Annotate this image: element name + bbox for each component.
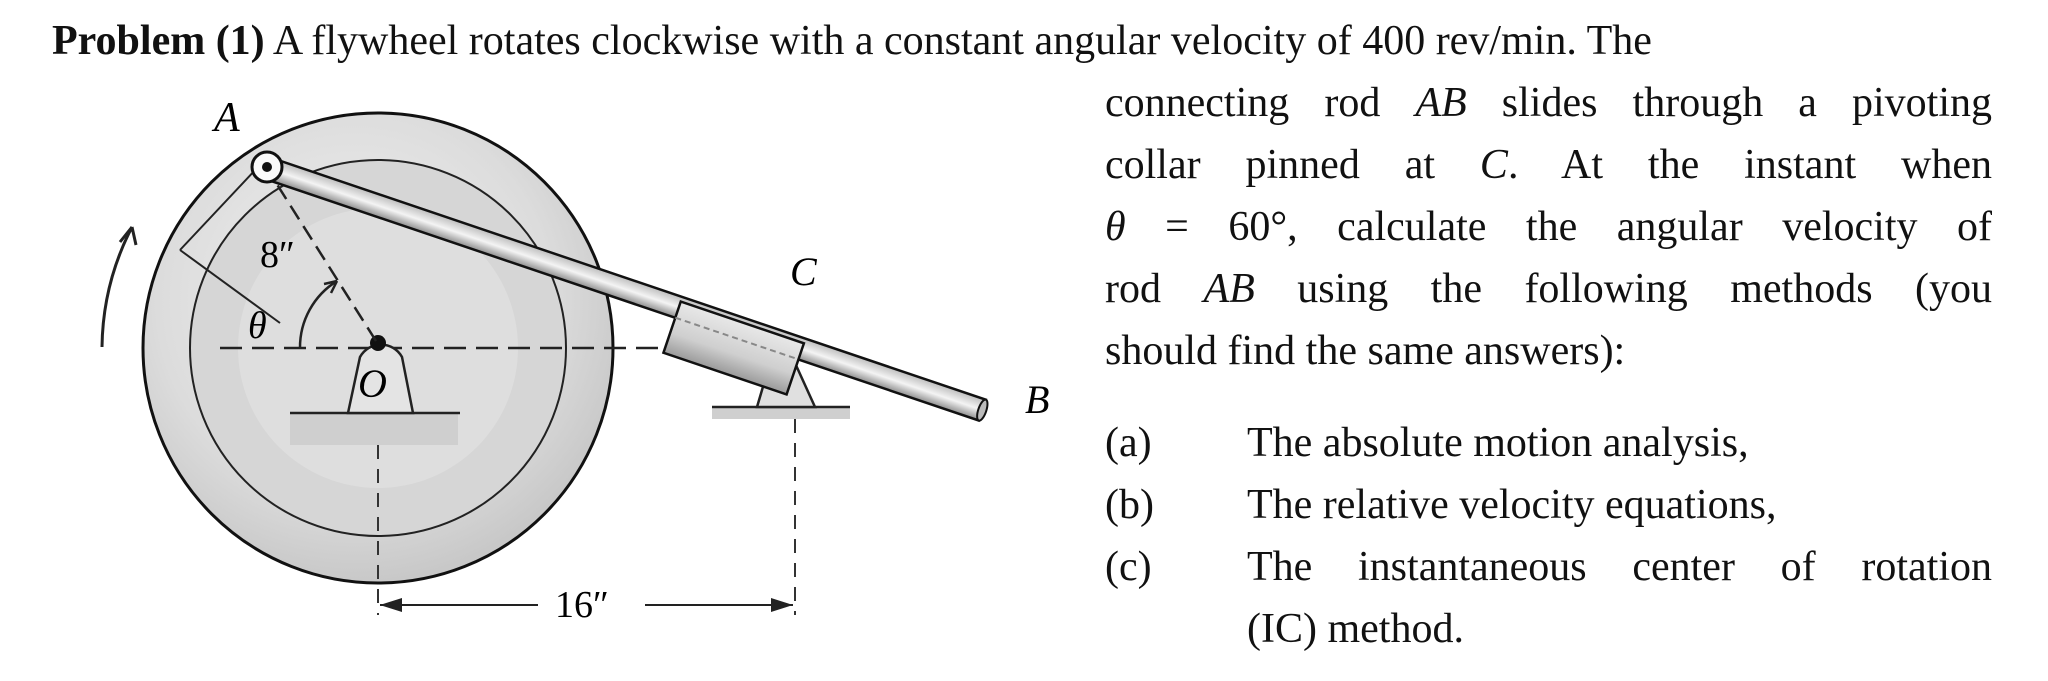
problem-paragraph	[1105, 72, 1992, 382]
paragraph-line: should find the same answers):	[1105, 328, 1626, 374]
label-A: A	[214, 95, 240, 141]
list-item-continuation: (IC) method.	[1247, 606, 1464, 652]
label-O: O	[358, 361, 387, 406]
distance-arrow-right	[771, 598, 793, 612]
paragraph-line: collar pinned at C. At the instant when	[1105, 142, 1992, 188]
problem-statement-first-line	[52, 14, 2002, 68]
label-C: C	[790, 249, 817, 294]
distance-arrow-left	[380, 598, 402, 612]
list-item: (a) The absolute motion analysis,	[1105, 420, 1749, 466]
label-distance: 16″	[555, 584, 609, 626]
base-support-C	[712, 407, 850, 419]
list-item: (b) The relative velocity equations,	[1105, 482, 1777, 528]
mechanism-figure	[80, 95, 1080, 670]
methods-list	[1105, 412, 1992, 660]
problem-first-line-text: A flywheel rotates clockwise with a constant angular velocity of 400 rev/min. The	[264, 18, 1652, 64]
pin-A-center	[262, 162, 272, 172]
base-support-O	[290, 413, 458, 445]
label-radius: 8″	[260, 234, 295, 276]
label-B: B	[1025, 377, 1050, 422]
paragraph-line: rod AB using the following methods (you	[1105, 266, 1992, 312]
problem-heading: Problem (1)	[52, 18, 265, 64]
paragraph-line: connecting rod AB slides through a pivoting	[1105, 80, 1992, 126]
label-theta: θ	[248, 305, 267, 347]
list-item: (c) The instantaneous center of rotation	[1105, 544, 1992, 590]
mechanism-diagram	[80, 95, 1080, 670]
rotation-arrow	[102, 227, 132, 347]
paragraph-line: θ = 60°, calculate the angular velocity of	[1105, 204, 1992, 250]
